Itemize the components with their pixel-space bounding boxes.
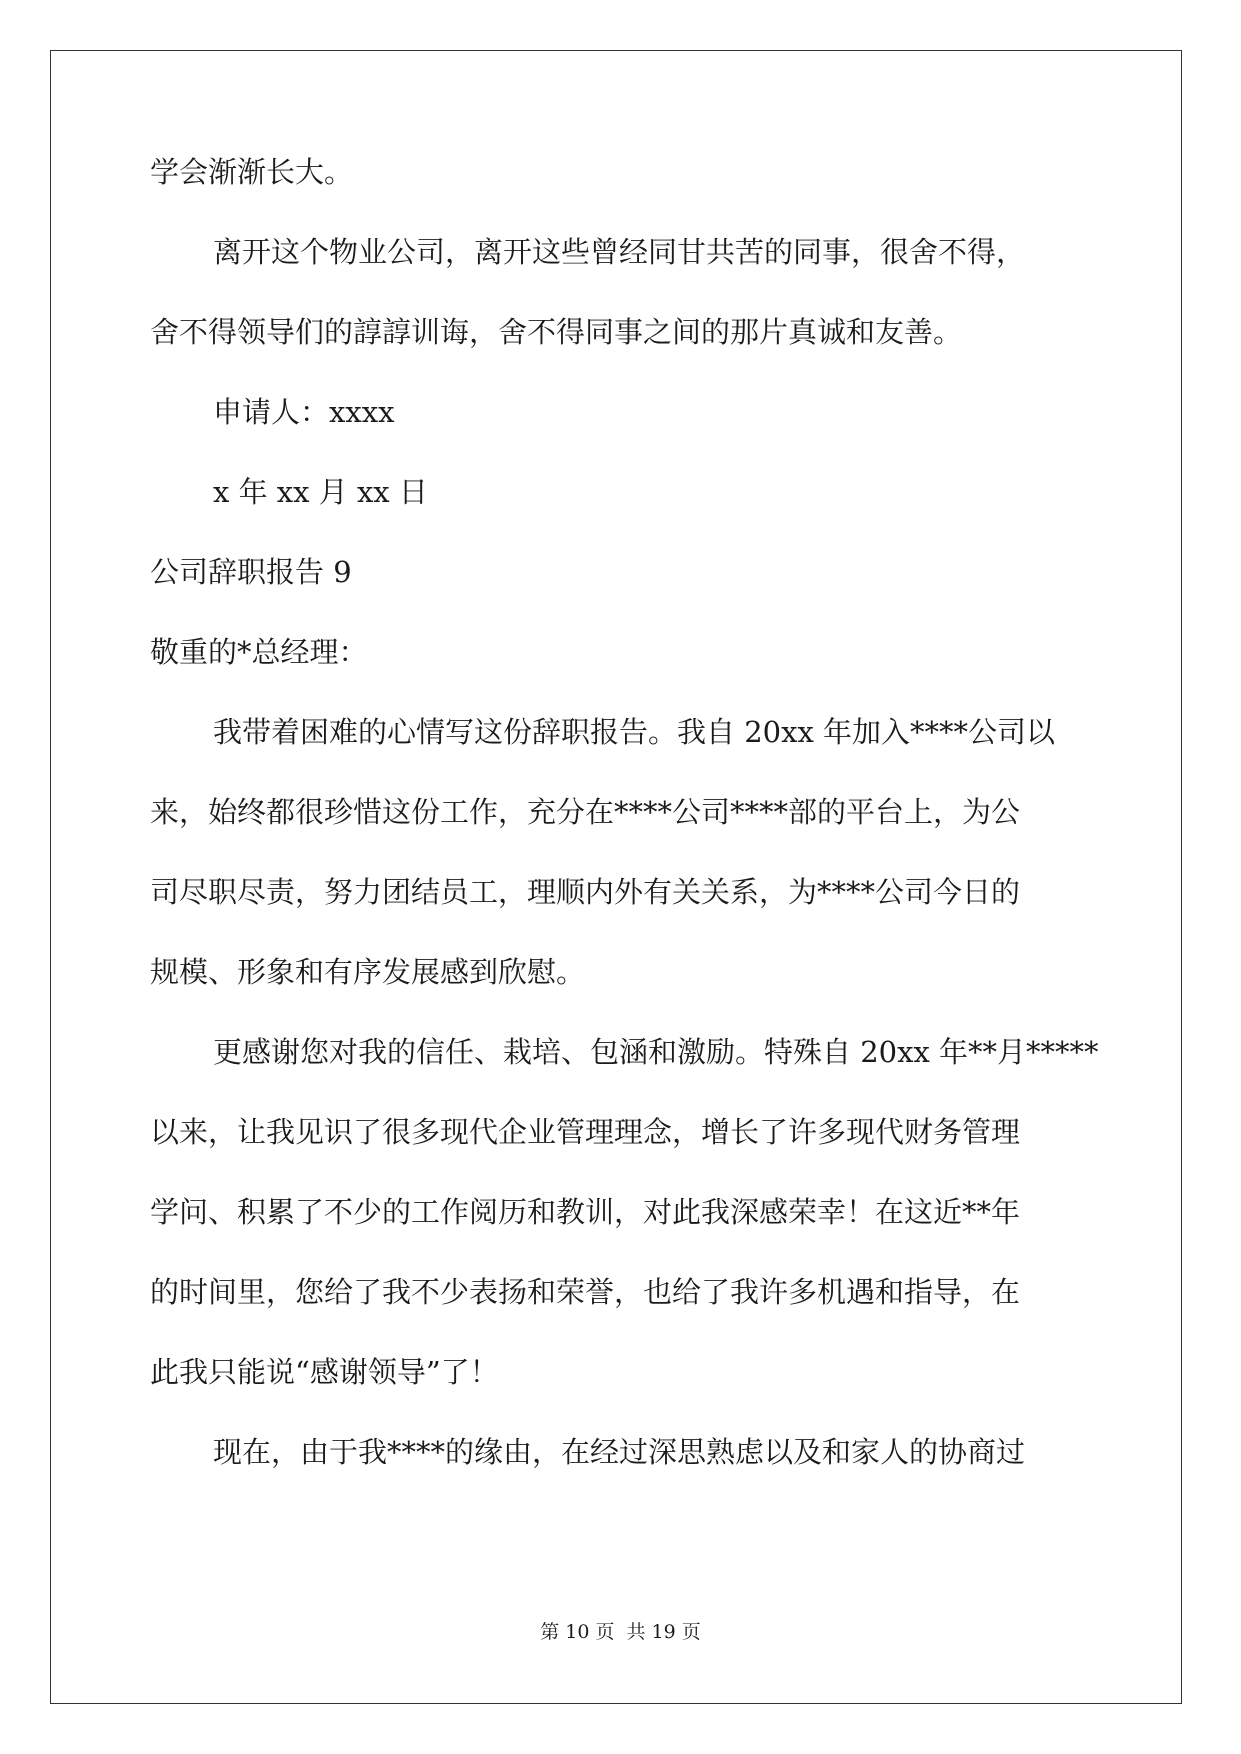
paragraph-first-line: 现在，由于我****的缘由，在经过深思熟虑以及和家人的协商过 [213, 1435, 1026, 1469]
text-line: 司尽职尽责，努力团结员工，理顺内外有关关系，为****公司今日的 [150, 875, 1021, 909]
text-line: 以来，让我见识了很多现代企业管理理念，增长了许多现代财务管理 [150, 1115, 1021, 1149]
page-number: 第 10 页 [540, 1621, 615, 1643]
page-footer [0, 1620, 1241, 1644]
page-total: 共 19 页 [626, 1621, 701, 1643]
text-line: 学问、积累了不少的工作阅历和教训，对此我深感荣幸！在这近**年 [150, 1195, 1021, 1229]
date-line: x 年 xx 月 xx 日 [213, 475, 428, 509]
text-line: 的时间里，您给了我不少表扬和荣誉，也给了我许多机遇和指导，在 [150, 1275, 1021, 1309]
text-line: 规模、形象和有序发展感到欣慰。 [150, 955, 586, 989]
text-line: 舍不得领导们的諄諄训诲，舍不得同事之间的那片真诚和友善。 [150, 315, 963, 349]
paragraph-first-line: 离开这个物业公司，离开这些曾经同甘共苦的同事，很舍不得， [213, 235, 1026, 269]
applicant-line: 申请人：xxxx [213, 395, 395, 429]
section-title: 公司辞职报告 9 [150, 555, 352, 589]
text-line: 学会渐渐长大。 [150, 155, 354, 189]
salutation: 敬重的*总经理： [150, 635, 368, 669]
paragraph-first-line: 更感谢您对我的信任、栽培、包涵和激励。特殊自 20xx 年**月***** [213, 1035, 1099, 1069]
paragraph-first-line: 我带着困难的心情写这份辞职报告。我自 20xx 年加入****公司以 [213, 715, 1056, 749]
text-line: 此我只能说“感谢领导”了！ [150, 1355, 499, 1389]
text-line: 来，始终都很珍惜这份工作，充分在****公司****部的平台上，为公 [150, 795, 1021, 829]
